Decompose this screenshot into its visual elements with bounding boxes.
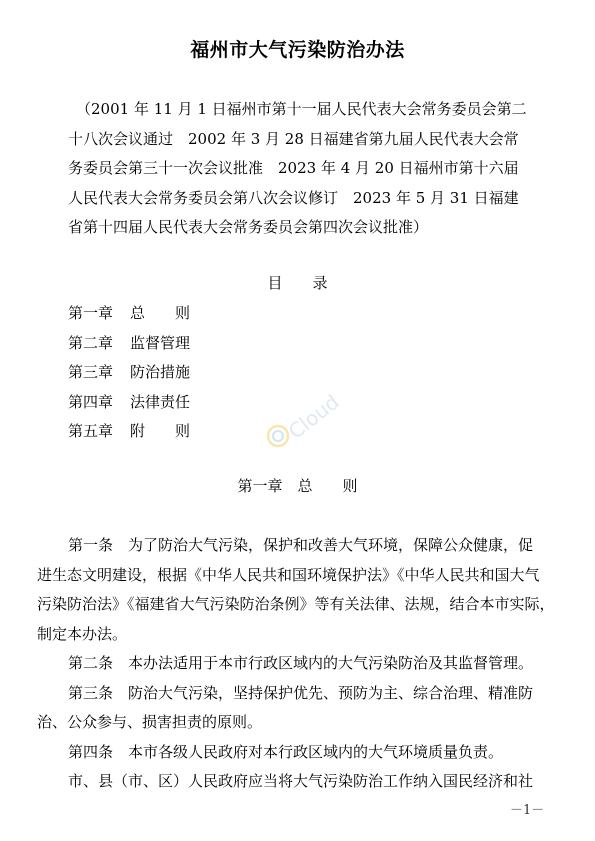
toc-chapter-number: 第五章: [68, 422, 114, 440]
article-line: 制定本办法。: [37, 624, 128, 643]
toc-heading: 目 录: [267, 274, 328, 292]
preamble-line: （2001 年 11 月 1 日福州市第十一届人民代表大会常务委员会第二: [76, 100, 527, 118]
table-of-contents: [68, 299, 190, 447]
page-number: －1－: [510, 803, 545, 818]
article-line: 治、公众参与、损害担责的原则。: [37, 713, 263, 731]
toc-chapter-number: 第二章: [68, 333, 114, 352]
article-line: 市、县（市、区）人民政府应当将大气污染防治工作纳入国民经济和社: [68, 772, 534, 790]
svg-text:Cloud: Cloud: [283, 389, 344, 444]
article-body: [37, 531, 559, 797]
preamble-line: 省第十四届人民代表大会常务委员会第四次会议批准）: [68, 218, 429, 236]
article-line: 第三条 防治大气污染，坚持保护优先、预防为主、综合治理、精准防: [68, 683, 534, 702]
preamble-line: 人民代表大会常务委员会第八次会议修订 2023 年 5 月 31 日福建: [68, 188, 519, 207]
toc-chapter-number: 第三章: [68, 363, 114, 381]
preamble-line: 务委员会第三十一次会议批准 2023 年 4 月 20 日福州市第十六届: [68, 159, 519, 177]
article-line: 第四条 本市各级人民政府对本行政区域内的大气环境质量负责。: [68, 742, 504, 761]
toc-item[interactable]: [68, 299, 190, 329]
preamble-line: 十八次会议通过 2002 年 3 月 28 日福建省第九届人民代表大会常: [68, 129, 519, 148]
toc-chapter-name: 附 则: [130, 422, 191, 440]
toc-chapter-number: 第四章: [68, 392, 114, 411]
toc-item[interactable]: [68, 358, 190, 388]
article-line: 第一条 为了防治大气污染，保护和改善大气环境，保障公众健康，促: [68, 536, 534, 554]
toc-chapter-name: 防治措施: [130, 363, 191, 381]
preamble: [68, 95, 538, 243]
article-line: 第二条 本办法适用于本市行政区域内的大气污染防治及其监督管理。: [68, 654, 534, 672]
cloud-watermark-logo: [262, 384, 352, 454]
document-title: 福州市大气污染防治办法: [190, 39, 405, 61]
article-line: 污染防治法》《福建省大气污染防治条例》等有关法律、法规，结合本市实际，: [37, 595, 555, 613]
toc-item[interactable]: [68, 388, 190, 418]
toc-chapter-name: 总 则: [130, 304, 191, 322]
chapter-heading: 第一章 总 则: [237, 477, 358, 495]
toc-item[interactable]: [68, 417, 190, 447]
toc-item[interactable]: [68, 329, 190, 359]
article-line: 进生态文明建设，根据《中华人民共和国环境保护法》《中华人民共和国大气: [37, 565, 540, 584]
toc-chapter-name: 法律责任: [130, 392, 191, 411]
toc-chapter-name: 监督管理: [130, 333, 191, 352]
toc-chapter-number: 第一章: [68, 304, 114, 322]
